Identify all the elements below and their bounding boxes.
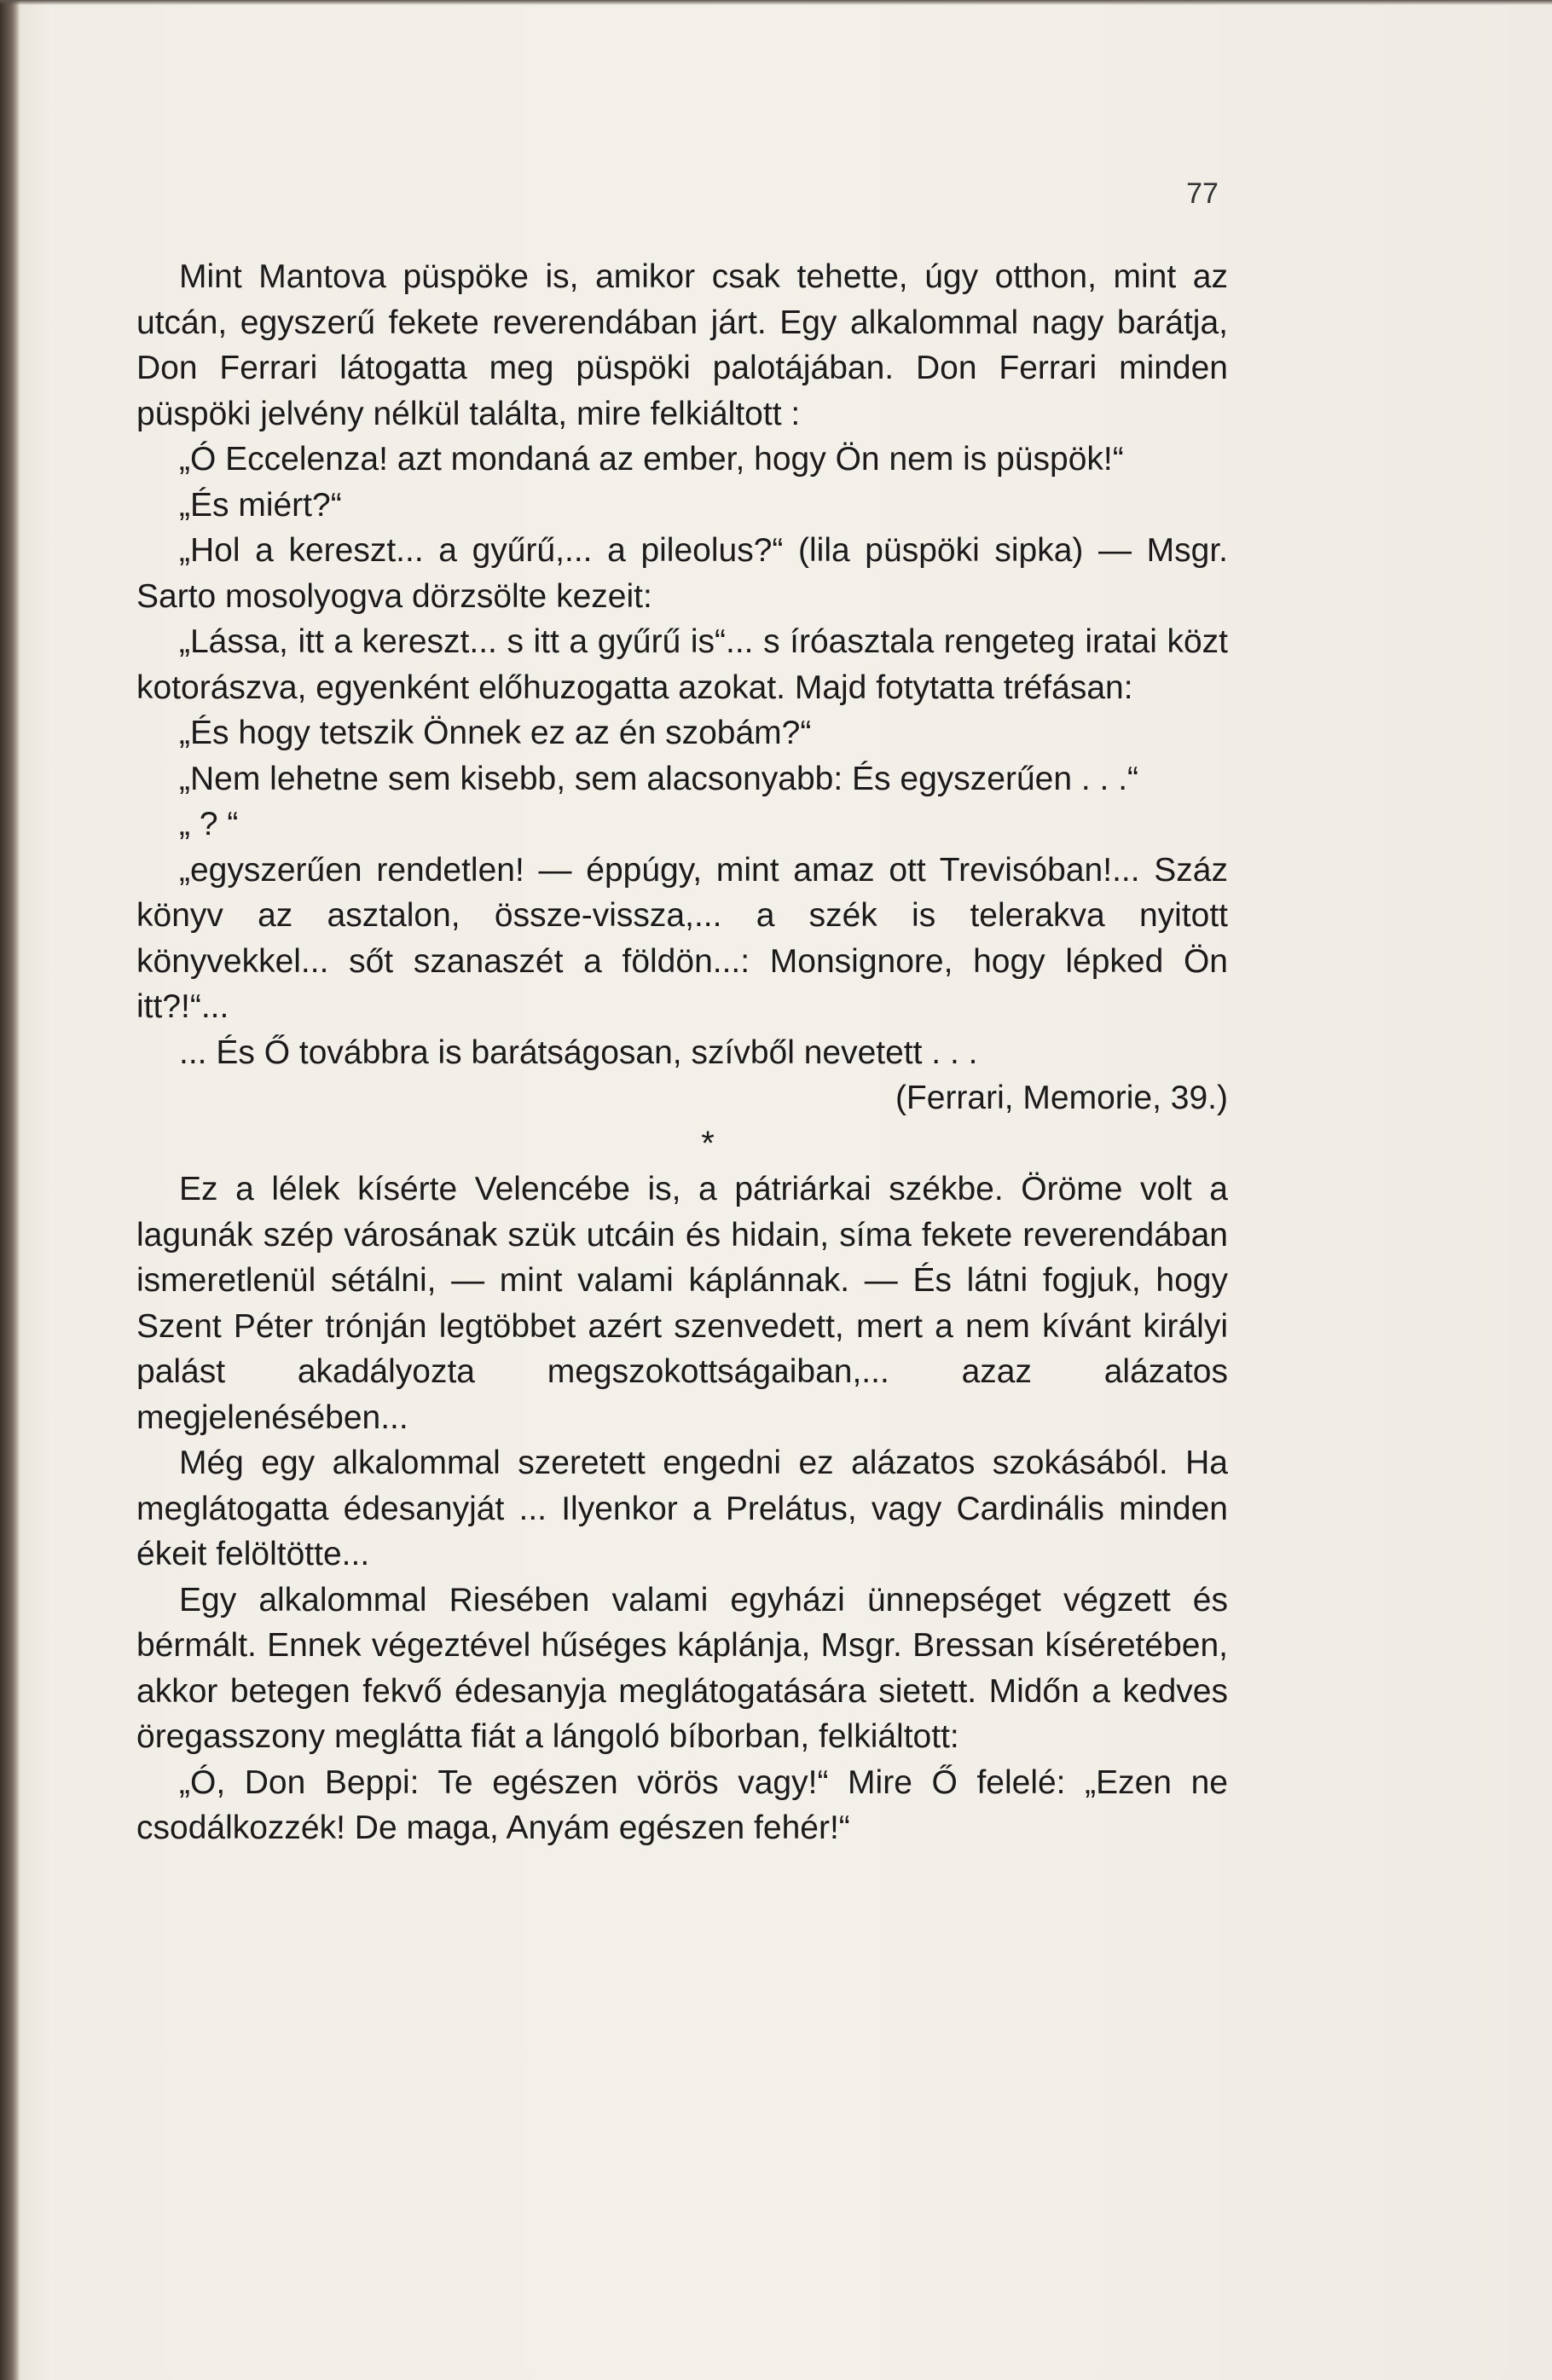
paragraph: „ ? “ [179, 806, 239, 843]
paragraph: „Hol a kereszt... a gyűrű,... a pileolus?“ (lila püspöki sipka) — Msgr. Sarto mosolyogva dörzsölte kezeit: [136, 532, 1228, 615]
citation: (Ferrari, Memorie, 39.) [895, 1080, 1228, 1116]
paragraph: „egyszerűen rendetlen! — éppúgy, mint amaz ott Trevisóban!... Száz könyv az asztalon, össze-vissza,... a szék is telerakva nyitott könyvekkel... sőt szanaszét a földön...: Monsignore, hogy lépked Ön itt?!“... [136, 851, 1228, 1025]
section-separator: * [701, 1124, 715, 1162]
paragraph: Ez a lélek kísérte Velencébe is, a pátriárkai székbe. Öröme volt a lagunák szép városának szük utcáin és hidain, síma fekete reverendában ismeretlenül sétálni, — mint valami káplánnak. — És látni fogjuk, hogy Szent Péter trónján legtöbbet azért szenvedett, mert a nem kívánt királyi palást akadályozta megszokottságaiban,... azaz alázatos megjelenésében... [136, 1171, 1228, 1436]
page-number: 77 [1186, 177, 1219, 210]
paragraph: „Nem lehetne sem kisebb, sem alacsonyabb: És egyszerűen . . .“ [179, 760, 1139, 797]
paragraph: Egy alkalommal Riesében valami egyházi ünnepséget végzett és bérmált. Ennek végeztével hűséges káplánja, Msgr. Bressan kíséretében, akkor betegen fekvő édesanyja meglátogatására sietett. Midőn a kedves öregasszony meglátta fiát a lángoló bíborban, felkiáltott: [136, 1581, 1228, 1755]
paragraph: „Ó Eccelenza! azt mondaná az ember, hogy Ön nem is püspök!“ [179, 441, 1124, 478]
paragraph: „És miért?“ [179, 486, 342, 524]
binding-shadow [0, 0, 20, 2380]
paragraph: „Lássa, itt a kereszt... s itt a gyűrű is“... s íróasztala rengeteg iratai közt kotorászva, egyenként előhuzogatta azokat. Majd fotytatta tréfásan: [136, 623, 1228, 706]
paragraph: „És hogy tetszik Önnek ez az én szobám?“ [179, 715, 812, 751]
body-text [136, 254, 1228, 1851]
paragraph: Még egy alkalommal szeretett engedni ez alázatos szokásából. Ha meglátogatta édesanyját ... Ilyenkor a Prelátus, vagy Cardinális minden ékeit felöltötte... [136, 1445, 1228, 1572]
paragraph: „Ó, Don Beppi: Te egészen vörös vagy!“ Mire Ő felelé: „Ezen ne csodálkozzék! De maga, Anyám egészen fehér!“ [136, 1763, 1228, 1846]
paragraph: Mint Mantova püspöke is, amikor csak tehette, úgy otthon, mint az utcán, egyszerű fekete reverendában járt. Egy alkalommal nagy barátja, Don Ferrari látogatta meg püspöki palotájában. Don Ferrari minden püspöki jelvény nélkül találta, mire felkiáltott : [136, 258, 1228, 432]
paragraph: ... És Ő továbbra is barátságosan, szívből nevetett . . . [179, 1034, 978, 1071]
top-edge-shadow [0, 0, 1552, 5]
